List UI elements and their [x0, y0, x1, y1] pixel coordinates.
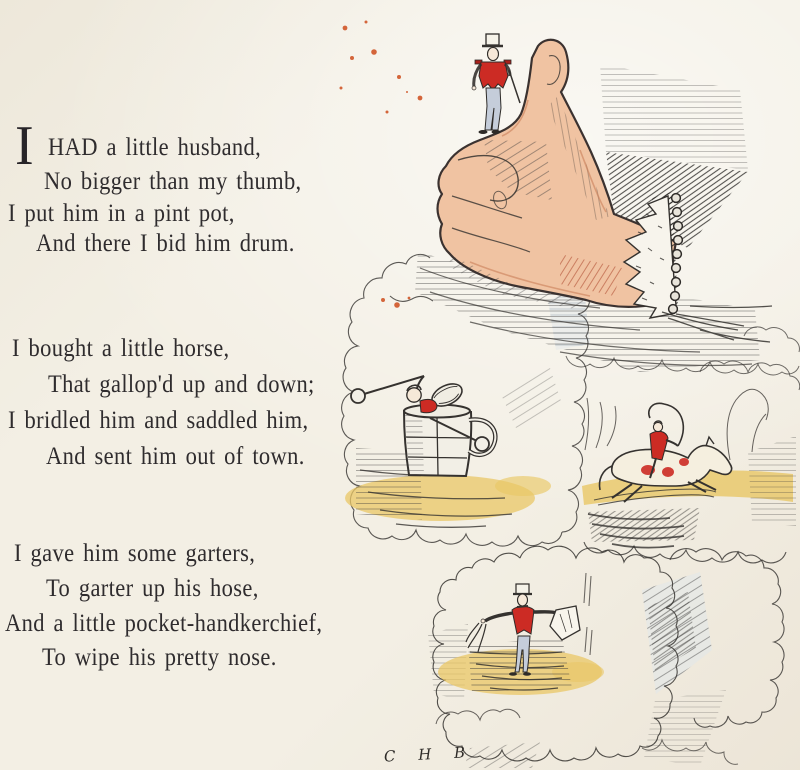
poem-line: And there I bid him drum. — [36, 230, 295, 257]
background-hatch — [600, 64, 748, 170]
poem-line: I bought a little horse, — [12, 335, 230, 362]
vertical-streaks — [584, 573, 592, 655]
mallet-ball — [475, 437, 489, 451]
trousers — [485, 88, 501, 130]
bush-squiggles — [585, 389, 768, 460]
poem-text — [0, 0, 360, 770]
horse-scene — [582, 389, 796, 547]
poem-line: No bigger than my thumb, — [44, 168, 302, 195]
shoe — [509, 672, 517, 676]
cloud-hatch — [500, 362, 562, 428]
poem-line: And sent him out of town. — [46, 443, 305, 470]
poem-line: To wipe his pretty nose. — [42, 644, 277, 671]
hand-illustration — [340, 21, 773, 373]
shoe — [479, 130, 488, 134]
drop-cap: I — [15, 115, 34, 177]
right-hatch — [748, 436, 796, 526]
head — [518, 594, 528, 606]
poem-line: I put him in a pint pot, — [8, 200, 235, 227]
poem-line: HAD a little husband, — [48, 134, 262, 161]
artist-signature: C H B — [383, 742, 475, 766]
top-hat — [516, 584, 529, 594]
poem-line: I gave him some garters, — [14, 540, 256, 567]
cloud-hatch — [644, 690, 726, 766]
hand-dot — [472, 86, 476, 90]
drummer-head — [407, 388, 421, 402]
tiny-husband-figure — [472, 34, 520, 134]
drummer-jacket — [420, 399, 437, 412]
shoe — [523, 672, 531, 676]
head — [488, 48, 499, 61]
red-jacket — [512, 606, 534, 634]
red-jacket — [479, 62, 508, 90]
poem-line: I bridled him and saddled him, — [8, 407, 309, 434]
poem-line: To garter up his hose, — [46, 575, 259, 602]
poem-line: And a little pocket-handkerchief, — [5, 610, 323, 637]
horse-ear — [706, 437, 714, 446]
top-hat — [486, 34, 499, 45]
collar — [517, 606, 528, 607]
rider-arm — [666, 440, 678, 446]
hand-dot — [481, 619, 485, 623]
poem-line: That gallop'd up and down; — [48, 371, 315, 398]
cloud-outline — [436, 709, 520, 724]
cloud-hatch — [464, 742, 540, 768]
shoe — [492, 130, 501, 134]
